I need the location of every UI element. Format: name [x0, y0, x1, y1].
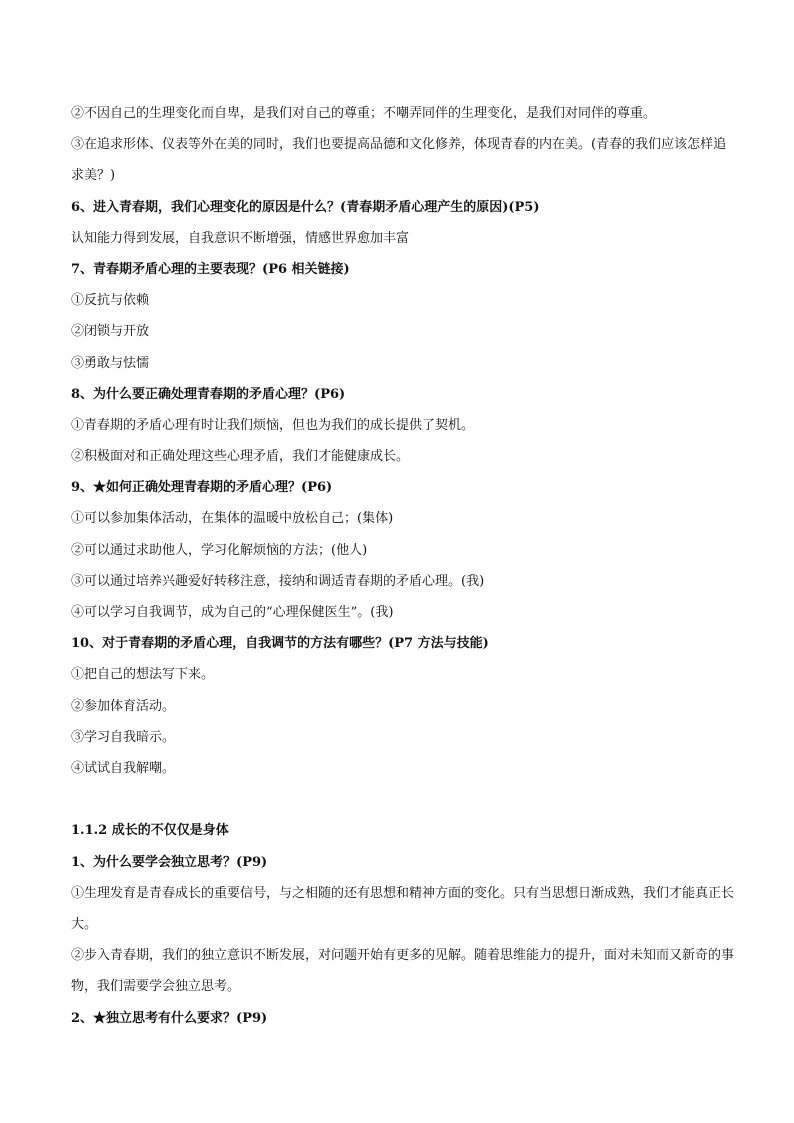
list-item: ①青春期的矛盾心理有时让我们烦恼，但也为我们的成长提供了契机。	[71, 417, 475, 433]
list-item: ③勇敢与怯懦	[71, 355, 150, 371]
text-paragraph: ①生理发育是青春成长的重要信号，与之相随的还有思想和精神方面的变化。只有当思想日渐成熟，我们才能真正长大。	[71, 885, 734, 932]
question-heading-6: 6、进入青春期，我们心理变化的原因是什么？(青春期矛盾心理产生的原因)(P5)	[71, 199, 540, 215]
list-item: ③可以通过培养兴趣爱好转移注意，接纳和调适青春期的矛盾心理。(我)	[71, 573, 485, 589]
list-item: ②闭锁与开放	[71, 324, 150, 340]
question-heading-7: 7、青春期矛盾心理的主要表现？(P6 相关链接)	[71, 261, 350, 277]
section-heading: 1.1.2 成长的不仅仅是身体	[71, 823, 229, 839]
list-item: ②可以通过求助他人，学习化解烦恼的方法；(他人)	[71, 542, 368, 558]
list-item: ①可以参加集体活动，在集体的温暖中放松自己；(集体)	[71, 511, 394, 527]
text-line: 认知能力得到发展，自我意识不断增强，情感世界愈加丰富	[71, 230, 410, 246]
list-item: ②积极面对和正确处理这些心理矛盾，我们才能健康成长。	[71, 449, 410, 465]
text-paragraph: ②步入青春期，我们的独立意识不断发展，对问题开始有更多的见解。随着思维能力的提升，面对未知而又新奇的事物，我们需要学会独立思考。	[71, 948, 734, 995]
text-paragraph: ③在追求形体、仪表等外在美的同时，我们也要提高品德和文化修养，体现青春的内在美。(青春的我们应该怎样追求美？)	[71, 137, 727, 184]
question-heading-1: 1、为什么要学会独立思考？(P9)	[71, 854, 268, 870]
list-item: ①把自己的想法写下来。	[71, 667, 215, 683]
blank-line	[71, 784, 734, 815]
text-line: ②不因自己的生理变化而自卑，是我们对自己的尊重；不嘲弄同伴的生理变化，是我们对同伴的尊重。	[71, 106, 657, 121]
list-item: ①反抗与依赖	[71, 293, 150, 309]
list-item: ②参加体育活动。	[71, 698, 176, 714]
question-heading-10: 10、对于青春期的矛盾心理，自我调节的方法有哪些？(P7 方法与技能)	[71, 636, 489, 652]
question-heading-9: 9、★如何正确处理青春期的矛盾心理？(P6)	[71, 480, 333, 496]
list-item: ④可以学习自我调节，成为自己的“心理保健医生”。(我)	[71, 605, 394, 621]
list-item: ④试试自我解嘲。	[71, 760, 176, 776]
list-item: ③学习自我暗示。	[71, 729, 176, 745]
question-heading-2: 2、★独立思考有什么要求？(P9)	[71, 1010, 268, 1026]
question-heading-8: 8、为什么要正确处理青春期的矛盾心理？(P6)	[71, 386, 346, 402]
